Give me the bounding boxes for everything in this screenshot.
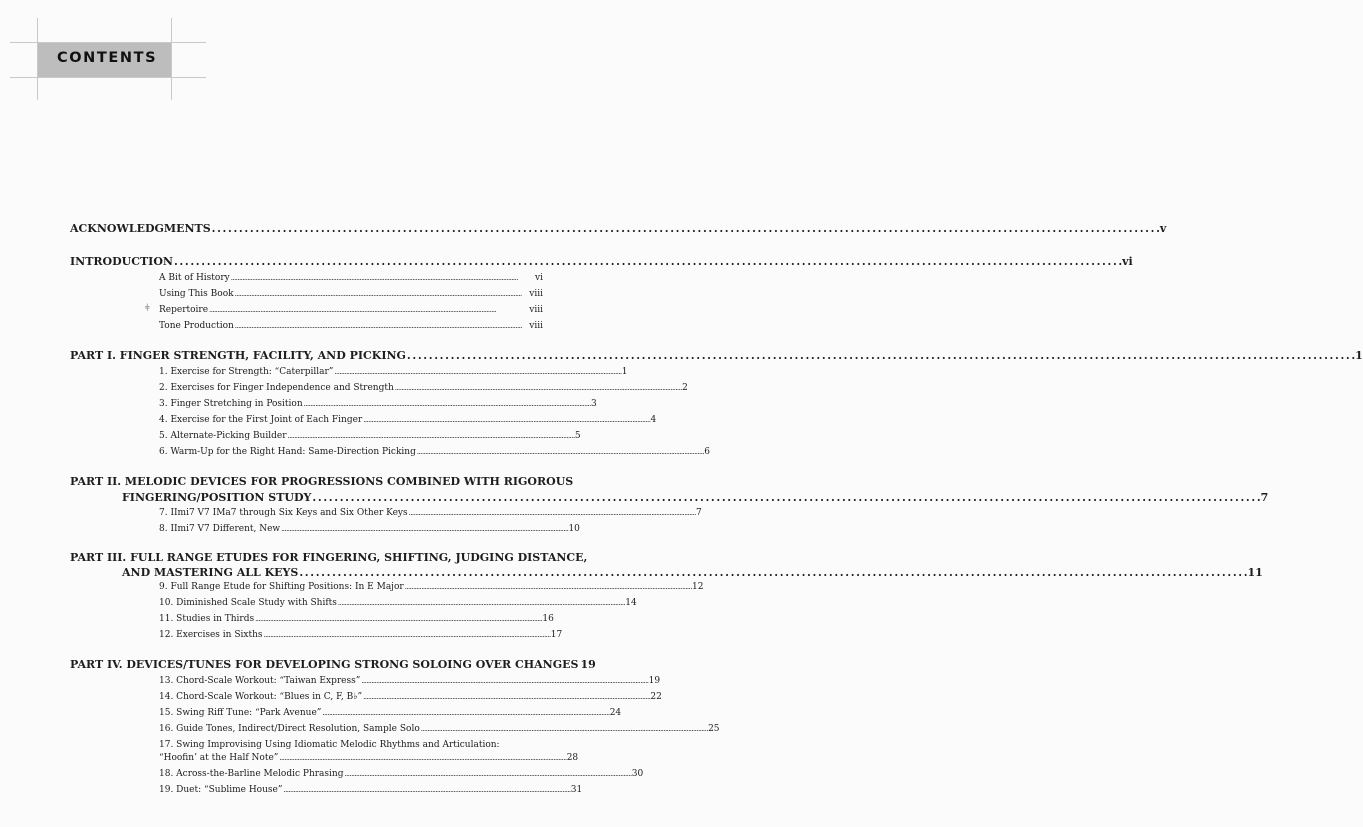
toc-entry-part-3-line-1[interactable]: PART III. FULL RANGE ETUDES FOR FINGERING, SHIFTING, JUDGING DISTANCE, bbox=[70, 551, 588, 564]
toc-subentry[interactable] bbox=[159, 383, 688, 393]
toc-subentry[interactable] bbox=[159, 769, 644, 779]
toc-subentry-title: 2. Exercises for Finger Independence and Strength bbox=[159, 383, 394, 393]
margin-mark: ǂ bbox=[145, 303, 150, 314]
header-guide-line-left bbox=[37, 18, 38, 100]
dot-leader bbox=[279, 753, 565, 763]
page-title: CONTENTS bbox=[57, 50, 158, 66]
toc-subentry-title: Using This Book bbox=[159, 289, 234, 299]
toc-entry-part-2-line-1[interactable]: PART II. MELODIC DEVICES FOR PROGRESSIONS COMBINED WITH RIGOROUS bbox=[70, 475, 574, 488]
toc-subentry[interactable] bbox=[159, 692, 662, 702]
toc-subentry[interactable] bbox=[159, 785, 583, 795]
toc-subentry[interactable] bbox=[159, 305, 543, 315]
toc-subentry[interactable] bbox=[159, 289, 543, 299]
toc-subentry-title: 10. Diminished Scale Study with Shifts bbox=[159, 598, 337, 608]
toc-subentry[interactable] bbox=[159, 367, 628, 377]
toc-page-number: v bbox=[1159, 222, 1167, 235]
toc-subentry[interactable] bbox=[159, 415, 657, 425]
toc-page-number: vi bbox=[535, 273, 543, 283]
toc-entry-part-2[interactable] bbox=[122, 491, 1269, 504]
dot-leader bbox=[283, 785, 569, 795]
dot-leader bbox=[231, 273, 534, 283]
toc-page-number: 2 bbox=[682, 383, 688, 393]
dot-leader bbox=[322, 708, 608, 718]
toc-page-number: 16 bbox=[542, 614, 554, 624]
toc-page-number: 25 bbox=[708, 724, 720, 734]
toc-subentry[interactable] bbox=[159, 582, 704, 592]
toc-subentry-17-line-1[interactable]: 17. Swing Improvising Using Idiomatic Melodic Rhythms and Articulation: bbox=[159, 740, 500, 750]
toc-page-number: 7 bbox=[695, 508, 702, 518]
dot-leader bbox=[209, 305, 528, 315]
toc-entry-acknowledgments[interactable] bbox=[70, 222, 1167, 235]
toc-page-number: 7 bbox=[1260, 491, 1269, 504]
toc-entry-title: FINGERING/POSITION STUDY bbox=[122, 491, 312, 504]
toc-entry-title: INTRODUCTION bbox=[70, 255, 173, 268]
toc-page-number: 11 bbox=[1247, 566, 1263, 579]
toc-subentry[interactable] bbox=[159, 273, 543, 283]
dot-leader bbox=[312, 491, 1259, 504]
toc-subentry[interactable] bbox=[159, 431, 581, 441]
toc-subentry[interactable] bbox=[159, 447, 710, 457]
toc-page-number: viii bbox=[529, 289, 543, 299]
toc-subentry-title: Tone Production bbox=[159, 321, 234, 331]
toc-subentry-title: 15. Swing Riff Tune: “Park Avenue” bbox=[159, 708, 322, 718]
dot-leader bbox=[299, 566, 1246, 579]
toc-page-number: 19 bbox=[580, 658, 596, 671]
toc-entry-part-3[interactable] bbox=[122, 566, 1263, 579]
toc-entry-introduction[interactable] bbox=[70, 255, 1133, 268]
toc-subentry-title: 7. IImi7 V7 IMa7 through Six Keys and Six Other Keys bbox=[159, 508, 408, 518]
toc-subentry[interactable] bbox=[159, 508, 702, 518]
toc-subentry-title: 5. Alternate-Picking Builder bbox=[159, 431, 287, 441]
toc-subentry-title: 13. Chord-Scale Workout: “Taiwan Express” bbox=[159, 676, 361, 686]
dot-leader bbox=[281, 524, 567, 534]
dot-leader bbox=[174, 255, 1121, 268]
toc-subentry-title: 3. Finger Stretching in Position bbox=[159, 399, 303, 409]
toc-page-number: 19 bbox=[648, 676, 661, 686]
header-guide-line-top bbox=[10, 42, 206, 43]
dot-leader bbox=[304, 399, 590, 409]
dot-leader bbox=[407, 349, 1354, 362]
toc-page-number: 4 bbox=[650, 415, 657, 425]
dot-leader bbox=[338, 598, 624, 608]
toc-subentry-title: “Hoofin’ at the Half Note” bbox=[159, 753, 279, 763]
toc-page-number: 31 bbox=[570, 785, 583, 795]
toc-subentry-title: A Bit of History bbox=[159, 273, 230, 283]
toc-entry-title: PART IV. DEVICES/TUNES FOR DEVELOPING STRONG SOLOING OVER CHANGES bbox=[70, 658, 579, 671]
dot-leader bbox=[263, 630, 549, 640]
toc-subentry[interactable] bbox=[159, 630, 563, 640]
toc-subentry[interactable] bbox=[159, 753, 579, 763]
toc-page-number: 28 bbox=[566, 753, 579, 763]
toc-subentry[interactable] bbox=[159, 724, 720, 734]
toc-page-number: 30 bbox=[631, 769, 644, 779]
dot-leader bbox=[344, 769, 630, 779]
dot-leader bbox=[235, 321, 528, 331]
toc-subentry-title: 8. IImi7 V7 Different, New bbox=[159, 524, 281, 534]
toc-subentry-title: Repertoire bbox=[159, 305, 209, 315]
toc-page-number: 6 bbox=[704, 447, 710, 457]
toc-subentry-title: 14. Chord-Scale Workout: “Blues in C, F, B♭” bbox=[159, 692, 363, 702]
toc-page-number: 17 bbox=[550, 630, 563, 640]
toc-subentry-title: 12. Exercises in Sixths bbox=[159, 630, 263, 640]
toc-entry-title: PART I. FINGER STRENGTH, FACILITY, AND PICKING bbox=[70, 349, 406, 362]
toc-subentry-title: 16. Guide Tones, Indirect/Direct Resolution, Sample Solo bbox=[159, 724, 420, 734]
toc-subentry-title: 11. Studies in Thirds bbox=[159, 614, 255, 624]
toc-subentry-title: 1. Exercise for Strength: “Caterpillar” bbox=[159, 367, 334, 377]
toc-page-number: 1 bbox=[621, 367, 628, 377]
header-guide-line-right bbox=[171, 18, 172, 100]
toc-page-number: 24 bbox=[609, 708, 622, 718]
dot-leader bbox=[417, 447, 703, 457]
dot-leader bbox=[409, 508, 695, 518]
toc-subentry[interactable] bbox=[159, 399, 597, 409]
toc-subentry-title: 18. Across-the-Barline Melodic Phrasing bbox=[159, 769, 344, 779]
toc-entry-title: ACKNOWLEDGMENTS bbox=[70, 222, 211, 235]
toc-page-number: 12 bbox=[692, 582, 704, 592]
toc-page-number: 3 bbox=[590, 399, 597, 409]
toc-subentry-title: 19. Duet: “Sublime House” bbox=[159, 785, 283, 795]
toc-page-number: 5 bbox=[574, 431, 581, 441]
toc-entry-part-1[interactable] bbox=[70, 349, 1363, 362]
dot-leader bbox=[363, 415, 649, 425]
dot-leader bbox=[361, 676, 647, 686]
dot-leader bbox=[288, 431, 574, 441]
toc-page-number: 22 bbox=[650, 692, 662, 702]
dot-leader bbox=[421, 724, 707, 734]
toc-subentry[interactable] bbox=[159, 676, 661, 686]
toc-page-number: 10 bbox=[568, 524, 580, 534]
header-guide-line-bottom bbox=[10, 77, 206, 78]
toc-page-number: vi bbox=[1122, 255, 1133, 268]
dot-leader bbox=[395, 383, 681, 393]
toc-subentry-title: 4. Exercise for the First Joint of Each Finger bbox=[159, 415, 363, 425]
toc-entry-part-4[interactable] bbox=[70, 658, 596, 671]
dot-leader bbox=[212, 222, 1159, 235]
toc-page-number: 1 bbox=[1355, 349, 1363, 362]
toc-page-number: viii bbox=[529, 321, 543, 331]
toc-subentry[interactable] bbox=[159, 598, 637, 608]
toc-entry-title: AND MASTERING ALL KEYS bbox=[122, 566, 299, 579]
toc-page-number: viii bbox=[529, 305, 543, 315]
toc-subentry[interactable] bbox=[159, 321, 543, 331]
dot-leader bbox=[255, 614, 541, 624]
dot-leader bbox=[363, 692, 649, 702]
toc-subentry[interactable] bbox=[159, 524, 580, 534]
toc-page-number: 14 bbox=[625, 598, 637, 608]
toc-subentry-title: 9. Full Range Etude for Shifting Positions: In E Major bbox=[159, 582, 404, 592]
toc-subentry[interactable] bbox=[159, 708, 622, 718]
dot-leader bbox=[405, 582, 691, 592]
dot-leader bbox=[334, 367, 620, 377]
dot-leader bbox=[235, 289, 529, 299]
toc-subentry[interactable] bbox=[159, 614, 554, 624]
toc-subentry-title: 6. Warm-Up for the Right Hand: Same-Direction Picking bbox=[159, 447, 416, 457]
